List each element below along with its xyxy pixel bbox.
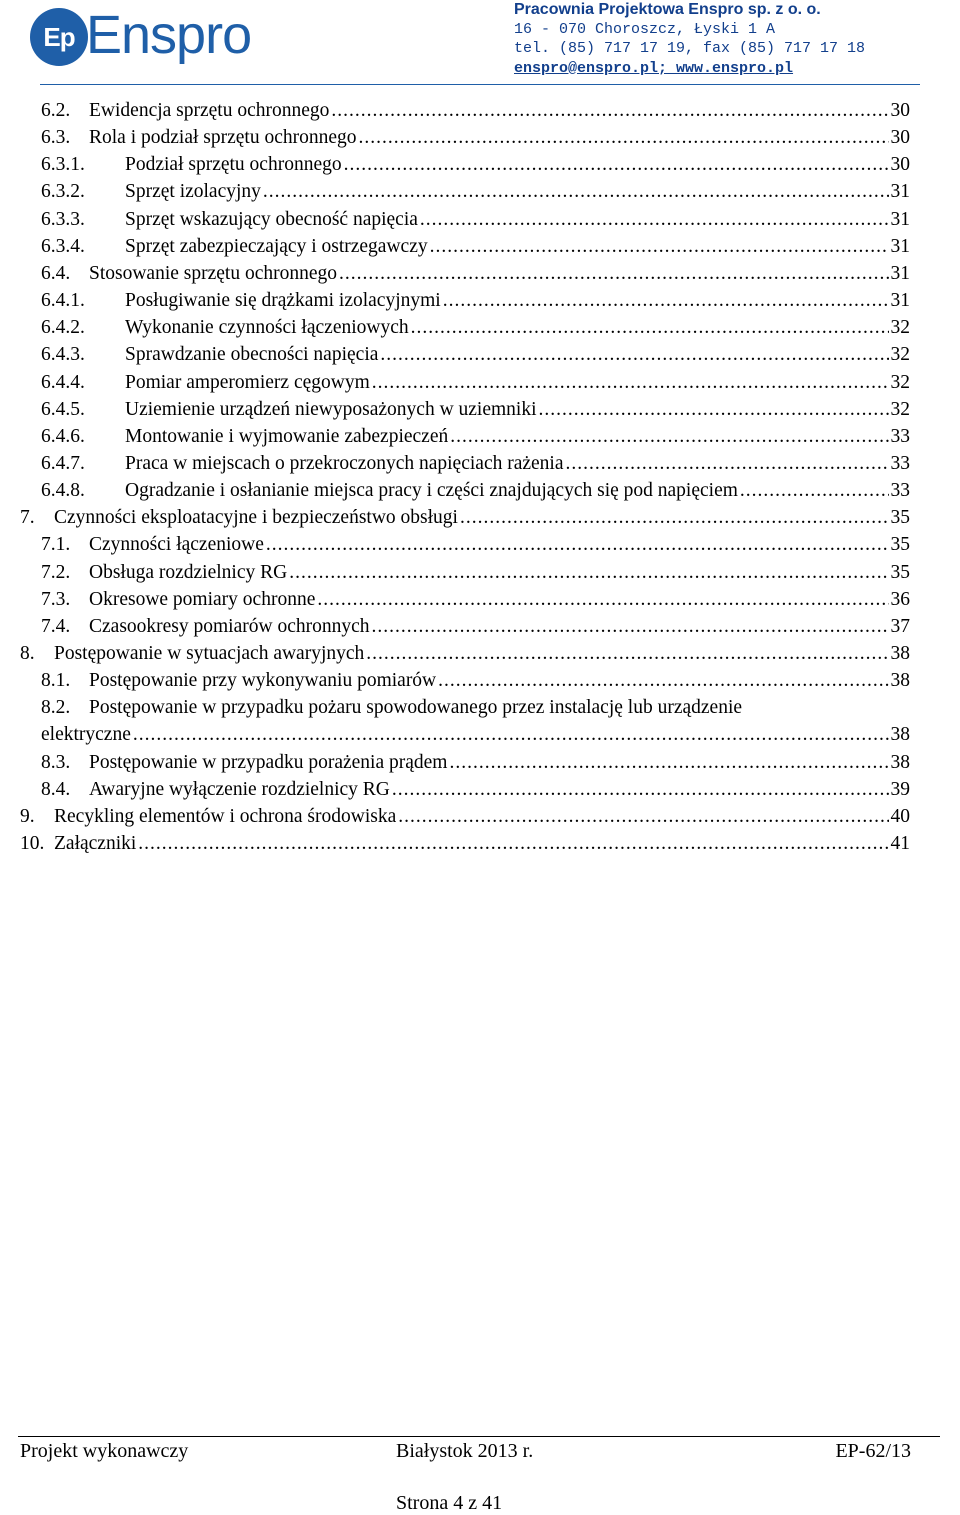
toc-leader-dots	[450, 426, 888, 448]
toc-entry-page: 31	[890, 290, 910, 312]
toc-leader-dots	[380, 344, 888, 366]
toc-leader-dots	[438, 670, 888, 692]
toc-entry[interactable]	[41, 752, 910, 779]
toc-leader-dots	[460, 507, 889, 529]
toc-entry-page: 41	[890, 833, 910, 855]
header-divider	[40, 84, 920, 85]
toc-entry-number: 6.4.1.	[41, 290, 85, 312]
page-header	[0, 0, 960, 86]
toc-leader-dots	[443, 290, 889, 312]
toc-entry-number: 6.3.1.	[41, 154, 85, 176]
toc-entry-page: 32	[890, 317, 910, 339]
toc-entry-title: Podział sprzętu ochronnego	[125, 154, 342, 176]
footer-project: Projekt wykonawczy	[20, 1440, 189, 1462]
toc-entry-title: Obsługa rozdzielnicy RG	[89, 561, 288, 583]
toc-entry[interactable]	[41, 100, 910, 127]
toc-entry[interactable]	[41, 534, 910, 561]
toc-entry-page: 37	[890, 615, 910, 637]
toc-entry-number: 6.4.	[41, 262, 71, 284]
toc-leader-dots	[449, 752, 888, 774]
toc-entry-title: Czasookresy pomiarów ochronnych	[89, 615, 370, 637]
toc-entry[interactable]	[41, 399, 910, 426]
toc-entry-number: 7.3.	[41, 588, 71, 610]
toc-leader-dots	[420, 209, 889, 231]
toc-entry-page: 30	[890, 154, 910, 176]
toc-entry[interactable]	[20, 806, 910, 833]
toc-entry[interactable]	[20, 507, 910, 534]
footer-page-number: Strona 4 z 41	[396, 1492, 503, 1514]
toc-entry-page: 38	[890, 670, 910, 692]
toc-entry-title: Okresowe pomiary ochronne	[89, 588, 316, 610]
toc-entry-title: Praca w miejscach o przekroczonych napięciach rażenia	[125, 452, 564, 474]
footer-doc-number: EP-62/13	[835, 1440, 911, 1462]
toc-entry[interactable]	[41, 724, 910, 751]
logo-mark-text: Ep	[43, 21, 75, 52]
toc-entry[interactable]	[41, 480, 910, 507]
toc-entry-title: Rola i podział sprzętu ochronnego	[89, 127, 357, 149]
toc-entry-page: 32	[890, 371, 910, 393]
toc-entry-page: 33	[890, 452, 910, 474]
toc-entry-title: Awaryjne wyłączenie rozdzielnicy RG	[89, 778, 390, 800]
toc-entry-title: Montowanie i wyjmowanie zabezpieczeń	[125, 425, 449, 447]
toc-entry-number: 6.4.2.	[41, 317, 85, 339]
toc-entry-title: Posługiwanie się drążkami izolacyjnymi	[125, 290, 441, 312]
footer-divider	[18, 1436, 940, 1437]
toc-entry-title: Postępowanie w przypadku porażenia prądem	[89, 751, 448, 773]
toc-entry-page: 31	[890, 235, 910, 257]
toc-entry[interactable]	[41, 589, 910, 616]
toc-leader-dots	[372, 372, 889, 394]
toc-entry-number: 8.4.	[41, 778, 71, 800]
toc-entry[interactable]	[41, 181, 910, 208]
toc-entry-number: 6.3.4.	[41, 235, 85, 257]
toc-entry-number: 8.3.	[41, 751, 71, 773]
toc-leader-dots	[539, 399, 889, 421]
toc-entry-number: 7.2.	[41, 561, 71, 583]
toc-entry-number: 8.2.	[41, 697, 71, 719]
toc-entry[interactable]	[41, 453, 910, 480]
toc-entry-page: 38	[890, 724, 910, 746]
toc-entry-number: 6.4.6.	[41, 425, 85, 447]
toc-leader-dots	[366, 643, 888, 665]
toc-entry-title: Postępowanie w przypadku pożaru spowodowanego przez instalację lub urządzenie	[89, 697, 743, 719]
toc-entry-page: 33	[890, 480, 910, 502]
toc-entry-page: 40	[890, 805, 910, 827]
company-phone: tel. (85) 717 17 19, fax (85) 717 17 18	[514, 40, 866, 57]
toc-leader-dots	[339, 263, 888, 285]
toc-entry-title: Czynności eksploatacyjne i bezpieczeństwo obsługi	[54, 507, 458, 529]
toc-leader-dots	[344, 154, 889, 176]
toc-leader-dots	[372, 616, 889, 638]
toc-entry-title: Wykonanie czynności łączeniowych	[125, 317, 409, 339]
toc-leader-dots	[566, 453, 889, 475]
toc-entry-title: Uziemienie urządzeń niewyposażonych w uziemniki	[125, 398, 537, 420]
enspro-logo	[30, 5, 270, 68]
toc-entry-title: Załączniki	[54, 833, 137, 855]
toc-entry-number: 6.4.3.	[41, 344, 85, 366]
toc-leader-dots	[133, 724, 889, 746]
toc-leader-dots	[263, 181, 889, 203]
toc-leader-dots	[331, 100, 888, 122]
toc-entry[interactable]	[41, 344, 910, 371]
toc-entry[interactable]	[20, 643, 910, 670]
toc-entry[interactable]	[41, 697, 910, 724]
toc-entry-page: 31	[890, 208, 910, 230]
logo-word: Enspro	[86, 5, 252, 65]
toc-entry-page: 35	[890, 534, 910, 556]
toc-entry-page: 39	[890, 778, 910, 800]
toc-entry-page: 31	[890, 262, 910, 284]
toc-entry[interactable]	[41, 209, 910, 236]
toc-entry-title: Ewidencja sprzętu ochronnego	[89, 100, 330, 121]
toc-entry-page: 30	[890, 100, 910, 121]
toc-entry[interactable]	[41, 127, 910, 154]
toc-leader-dots	[289, 562, 888, 584]
toc-entry-title: Sprawdzanie obecności napięcia	[125, 344, 379, 366]
toc-entry-page: 33	[890, 425, 910, 447]
toc-entry-number: 6.4.4.	[41, 371, 85, 393]
toc-entry-number: 6.3.	[41, 127, 71, 149]
toc-entry-title: Postępowanie w sytuacjach awaryjnych	[54, 643, 365, 664]
toc-leader-dots	[392, 779, 889, 801]
logo-mark-icon	[30, 8, 88, 66]
toc-entry-title: Postępowanie przy wykonywaniu pomiarów	[89, 670, 437, 692]
company-email-link[interactable]: enspro@enspro.pl; www.enspro.pl	[514, 59, 794, 77]
toc-entry[interactable]	[41, 372, 910, 399]
company-info	[514, 0, 934, 78]
toc-entry-number: 6.3.3.	[41, 208, 85, 230]
toc-entry-page: 36	[890, 588, 910, 610]
toc-entry-page: 35	[890, 561, 910, 583]
toc-entry[interactable]	[41, 779, 910, 806]
toc-entry-page: 30	[890, 127, 910, 149]
toc-entry[interactable]	[41, 670, 910, 697]
toc-entry-number: 6.4.8.	[41, 480, 85, 502]
toc-entry-page: 38	[890, 751, 910, 773]
toc-leader-dots	[430, 236, 889, 258]
toc-entry-title: Pomiar amperomierz cęgowym	[125, 371, 370, 393]
toc-leader-dots	[138, 833, 888, 855]
company-address: 16 - 070 Choroszcz, Łyski 1 A	[514, 20, 776, 38]
toc-leader-dots	[740, 480, 889, 502]
toc-entry[interactable]	[41, 426, 910, 453]
toc-entry-number: 6.2.	[41, 100, 71, 121]
toc-entry[interactable]	[41, 263, 910, 290]
toc-entry[interactable]	[20, 833, 910, 860]
toc-entry-number: 6.3.2.	[41, 181, 85, 203]
toc-entry-page: 35	[890, 507, 910, 529]
toc-leader-dots	[411, 317, 889, 339]
toc-entry-number: 7.1.	[41, 534, 71, 556]
toc-entry[interactable]	[41, 616, 910, 643]
toc-entry[interactable]	[41, 290, 910, 317]
toc-entry[interactable]	[41, 562, 910, 589]
toc-entry[interactable]	[41, 154, 910, 181]
toc-entry-title: Sprzęt izolacyjny	[125, 181, 261, 203]
toc-leader-dots	[317, 589, 888, 611]
toc-entry[interactable]	[41, 317, 910, 344]
toc-entry-title: Ogradzanie i osłanianie miejsca pracy i części znajdujących się pod napięciem	[125, 480, 738, 502]
toc-entry-page: 32	[890, 398, 910, 420]
toc-leader-dots	[266, 534, 889, 556]
toc-entry-number: 10.	[20, 833, 45, 855]
toc-entry-title: Sprzęt wskazujący obecność napięcia	[125, 208, 418, 230]
footer-place-date: Białystok 2013 r.	[396, 1440, 534, 1462]
toc-entry-number: 8.1.	[41, 670, 71, 692]
toc-entry-page: 32	[890, 344, 910, 366]
toc-entry-title: Sprzęt zabezpieczający i ostrzegawczy	[125, 235, 428, 257]
toc-entry-title: Czynności łączeniowe	[89, 534, 264, 556]
toc-entry[interactable]	[41, 236, 910, 263]
toc-entry-number: 9.	[20, 805, 35, 827]
toc-entry-title: elektryczne	[41, 724, 131, 746]
toc-entry-page: 38	[890, 643, 910, 664]
toc-entry-title: Stosowanie sprzętu ochronnego	[89, 262, 338, 284]
toc-leader-dots	[398, 806, 888, 828]
toc-entry-number: 8.	[20, 643, 35, 664]
toc-entry-page: 31	[890, 181, 910, 203]
toc-entry-number: 6.4.7.	[41, 452, 85, 474]
company-name: Pracownia Projektowa Enspro sp. z o. o.	[514, 1, 821, 18]
toc-entry-number: 6.4.5.	[41, 398, 85, 420]
toc-entry-number: 7.4.	[41, 615, 71, 637]
toc-entry-number: 7.	[20, 507, 35, 529]
toc-entry-title: Recykling elementów i ochrona środowiska	[54, 805, 397, 827]
toc-leader-dots	[359, 127, 889, 149]
